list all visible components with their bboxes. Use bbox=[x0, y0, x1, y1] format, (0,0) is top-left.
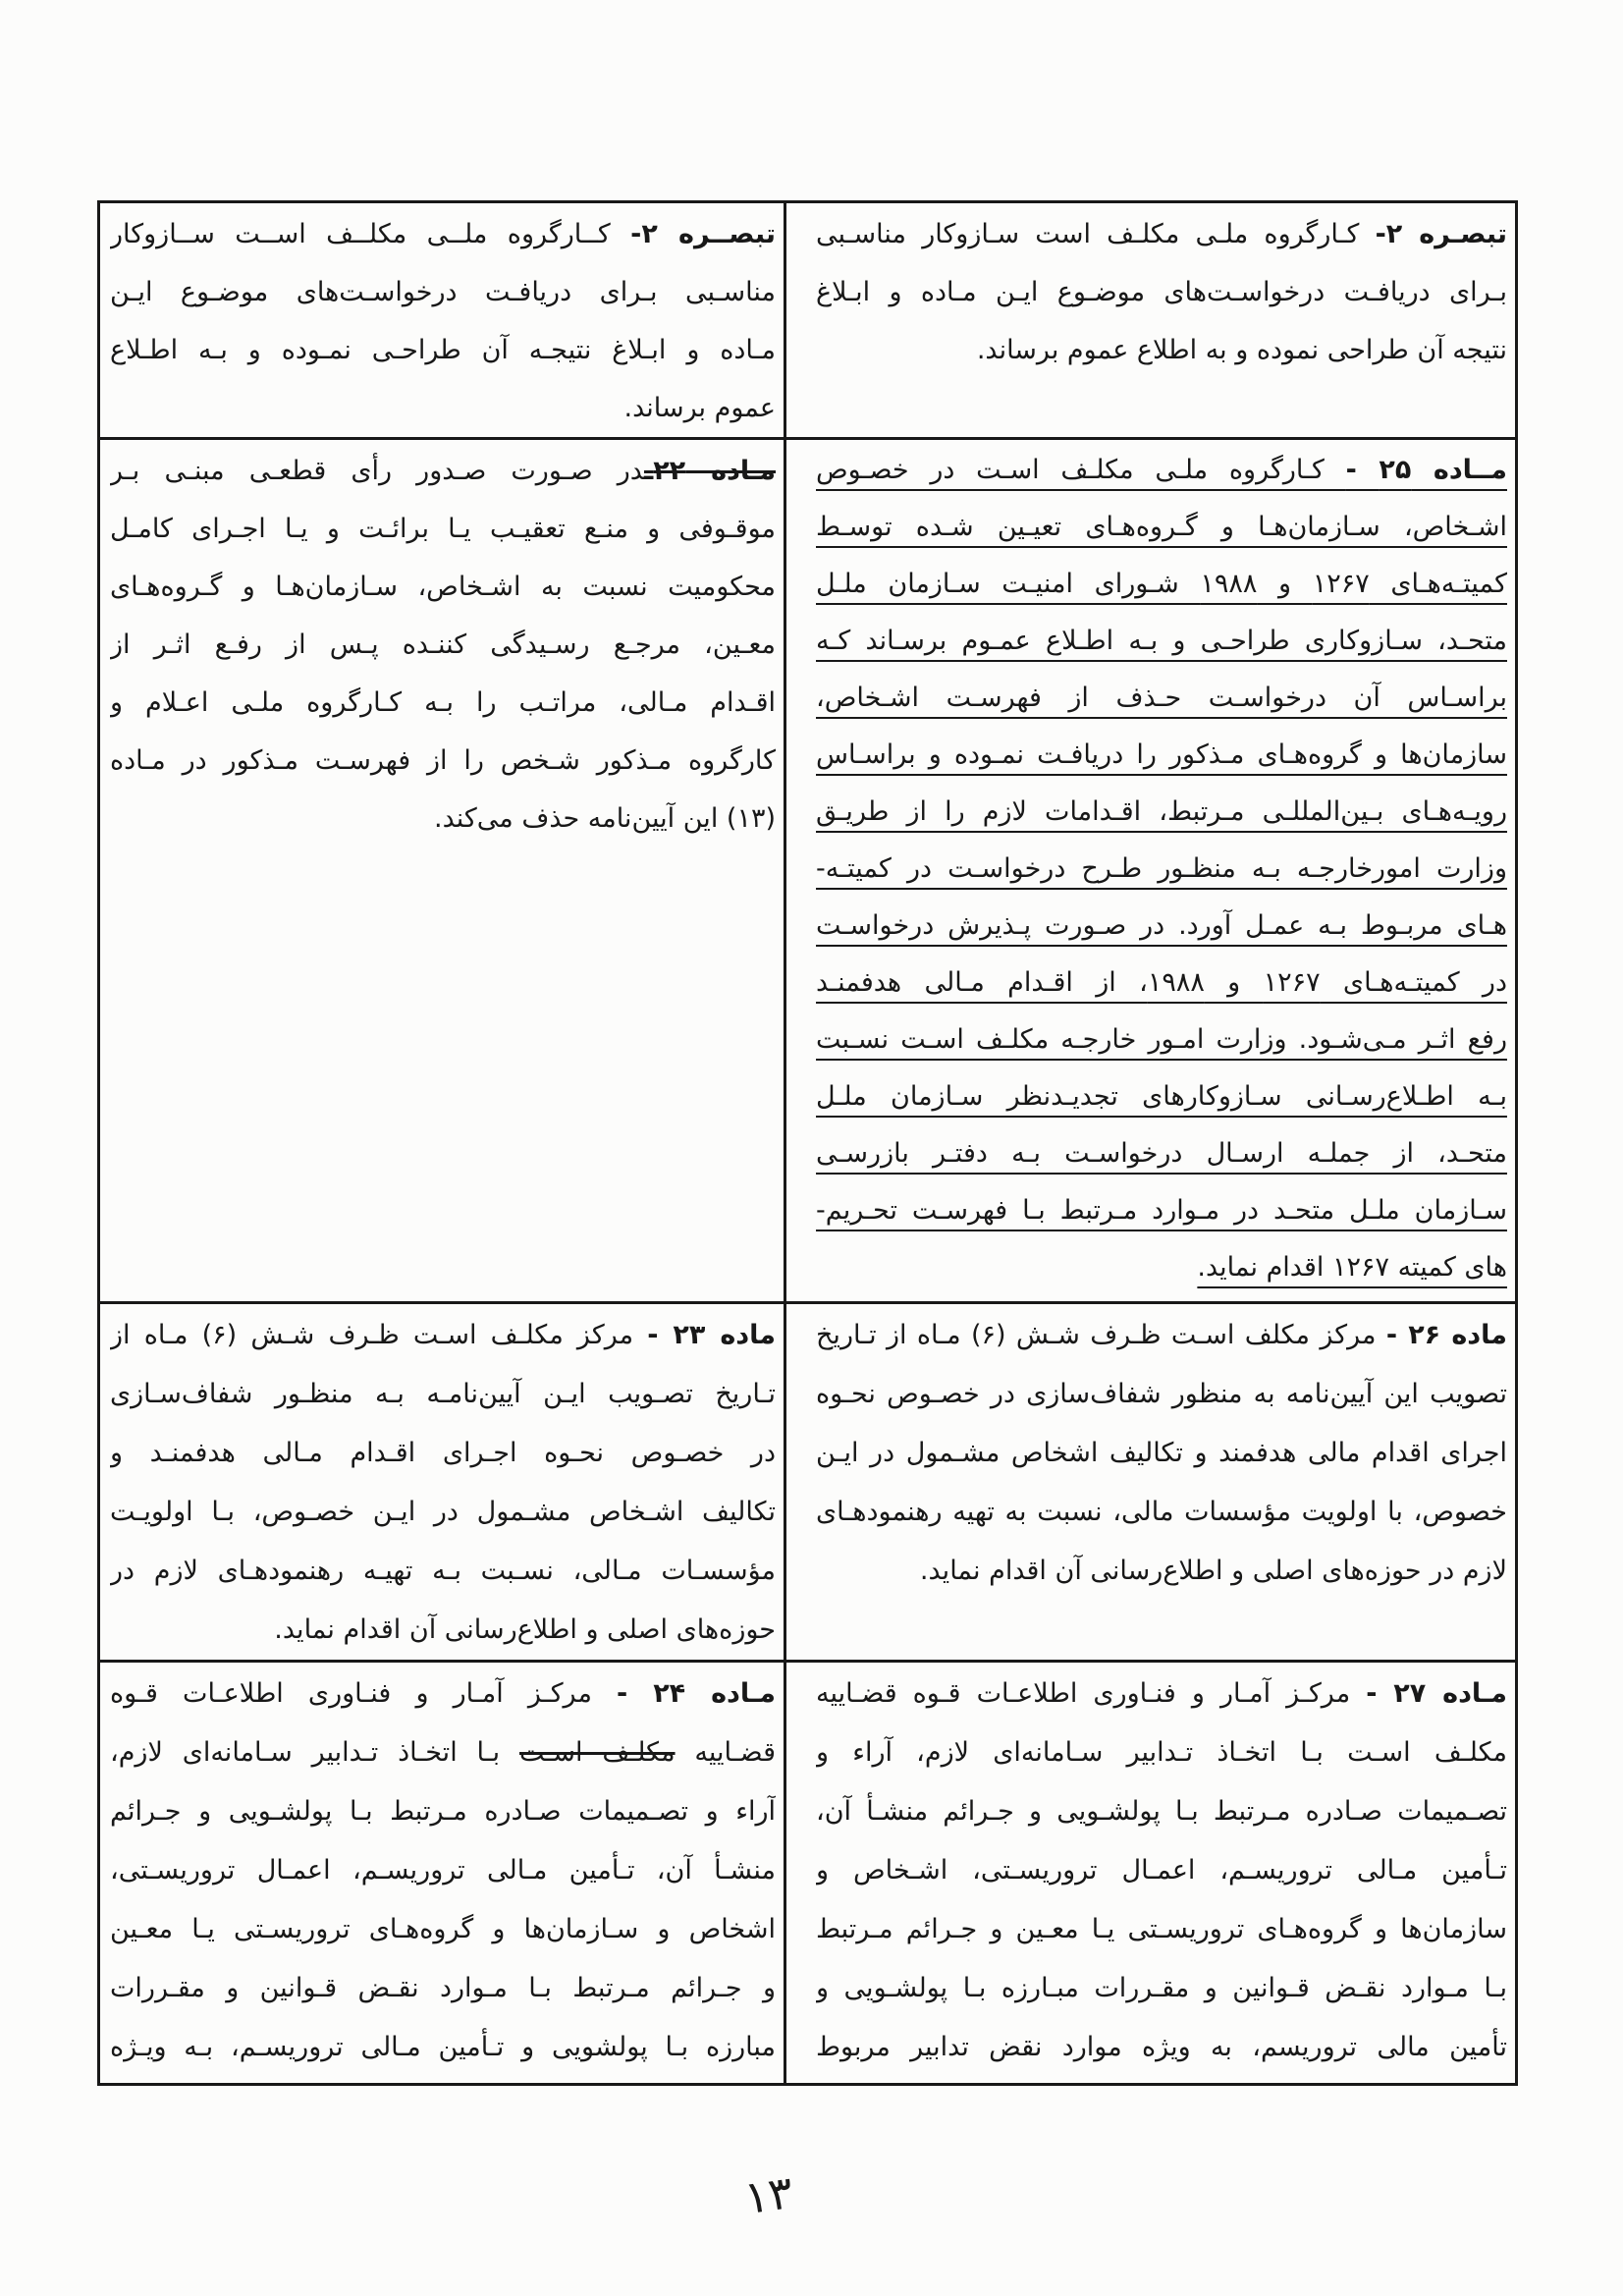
body-text: و جـرائم مـرتبط بـا مـوارد نقـض قـوانین و مقـررات bbox=[110, 1973, 776, 2003]
article-heading: ماده ۲۳ - bbox=[647, 1320, 776, 1350]
body-text: سـازمان ملـل متحـد در مـوارد مـرتبط بـا فهرسـت تحـریم- bbox=[816, 1195, 1507, 1226]
body-text: منشـأ آن، تـأمین مـالی تروریسـم، اعمـال تروریسـتی، bbox=[110, 1855, 776, 1886]
body-text: حوزه‌های اصلی و اطلاع‌رسانی آن اقدام نماید. bbox=[274, 1614, 776, 1645]
text-line bbox=[110, 379, 776, 437]
text-line bbox=[816, 442, 1507, 499]
text-line bbox=[816, 1182, 1507, 1239]
body-text: تأمین مالی تروریسم، به ویژه موارد نقض تدابیر مربوط bbox=[816, 2032, 1507, 2062]
text-line bbox=[110, 1365, 776, 1424]
cell-article-22-struck bbox=[100, 440, 784, 1304]
body-text: خصوص، با اولویت مؤسسات مالی، نسبت به تهیه رهنمودهـای bbox=[816, 1497, 1507, 1527]
text-line bbox=[110, 790, 776, 847]
body-text: های کمیته ۱۲۶۷ اقدام نماید. bbox=[1197, 1252, 1507, 1283]
text-line bbox=[816, 1782, 1507, 1841]
body-text: بـا مـوارد نقـض قـوانین و مقـررات مبـارزه بـا پولشـویی و bbox=[816, 1973, 1507, 2003]
text-line bbox=[110, 2018, 776, 2077]
cell-article-26 bbox=[784, 1304, 1515, 1663]
body-text: متحـد، از جملـه ارسـال درخواسـت بـه دفتـر بازرسـی bbox=[816, 1138, 1507, 1169]
text-line bbox=[816, 670, 1507, 727]
body-text: در صـورت صـدور رأی قطعـی مبنـی بـر bbox=[110, 456, 644, 486]
body-text: در خصـوص نحـوه اجـرای اقـدام مـالی هدفمنـد و bbox=[110, 1438, 776, 1468]
text-line bbox=[816, 499, 1507, 556]
text-line bbox=[110, 558, 776, 616]
body-text: براسـاس آن درخواسـت حـذف از فهرسـت اشـخاص، bbox=[816, 683, 1507, 713]
body-text: رفع اثـر مـی‌شـود. وزارت امـور خارجـه مکلـف اسـت نسـبت bbox=[816, 1024, 1507, 1055]
body-text: آراء و تصـمیمات صـادره مـرتبط بـا پولشـویی و جـرائم bbox=[110, 1796, 776, 1827]
text-line bbox=[816, 727, 1507, 784]
text-line bbox=[110, 1424, 776, 1483]
text-line bbox=[110, 321, 776, 379]
body-text: سازمان‌ها و گروه‌هـای مـذکور را دریافـت نمـوده و براسـاس bbox=[816, 739, 1507, 770]
body-text: لازم در حوزه‌های اصلی و اطلاع‌رسانی آن اقدام نماید. bbox=[919, 1556, 1507, 1586]
text-line bbox=[110, 1483, 776, 1542]
body-text: نتیجه آن طراحی نموده و به اطلاع عموم برساند. bbox=[976, 335, 1507, 365]
body-text: مبارزه بـا پولشویی و تـأمین مـالی تروریسـم، بـه ویـژه bbox=[110, 2032, 776, 2062]
text-line bbox=[816, 1424, 1507, 1483]
body-text: اجرای اقدام مالی هدفمند و تکالیف اشخاص مشـمول در ایـن bbox=[816, 1438, 1507, 1468]
body-text: مرکـز آمـار و فنـاوری اطلاعـات قـوه bbox=[110, 1678, 618, 1709]
text-line bbox=[816, 1306, 1507, 1365]
body-text: مناسـبی بـرای دریافـت درخواسـت‌های موضـوع ایـن bbox=[110, 277, 776, 307]
article-heading: مـاده ۲۷ - bbox=[1366, 1678, 1507, 1709]
text-line bbox=[816, 1841, 1507, 1900]
body-text: معـین، مرجـع رسـیدگی کننـده پـس از رفـع اثـر از bbox=[110, 629, 776, 660]
cell-article-24 bbox=[100, 1663, 784, 2083]
text-line bbox=[110, 500, 776, 558]
text-line bbox=[110, 1959, 776, 2018]
text-line bbox=[110, 1542, 776, 1601]
text-line bbox=[110, 616, 776, 674]
text-line bbox=[110, 1723, 776, 1782]
text-line bbox=[816, 1068, 1507, 1125]
body-text: مرکز مکلـف اسـت ظـرف شـش (۶) مـاه از bbox=[110, 1320, 648, 1350]
body-text: اشـخاص، سـازمان‌هـا و گـروه‌هـای تعیـین شـده توسـط bbox=[816, 512, 1507, 542]
body-text: تـاریخ تصـویب ایـن آیین‌نامـه بـه منظـور شفاف‌سـازی bbox=[110, 1379, 776, 1409]
body-text: تصویب این آیین‌نامه به منظور شفاف‌سازی در خصـوص نحـوه bbox=[816, 1379, 1507, 1409]
body-text: در کمیتـه‌هـای ۱۲۶۷ و ۱۹۸۸، از اقـدام مـالی هدفمنـد bbox=[816, 967, 1507, 998]
text-line bbox=[110, 1841, 776, 1900]
text-line bbox=[110, 1782, 776, 1841]
body-text: موقـوفی و منـع تعقیـب یـا برائـت و یـا اجـرای کامـل bbox=[110, 514, 776, 544]
body-text: کـارگروه ملـی مکلـف است سـازوکار مناسـبی bbox=[816, 219, 1376, 249]
text-line bbox=[816, 784, 1507, 841]
body-text: تـأمین مـالی تروریسـم، اعمـال تروریسـتی، اشـخاص و bbox=[816, 1855, 1507, 1886]
text-line bbox=[816, 2018, 1507, 2077]
body-text: قضـاییه bbox=[675, 1737, 776, 1768]
body-text: کارگروه مـذکور شـخص را از فهرسـت مـذکور در مـاده bbox=[110, 745, 776, 776]
text-line bbox=[816, 205, 1507, 263]
body-text: بـه اطـلاع‌رسـانی سـازوکارهای تجدیـدنظر سـازمان ملـل bbox=[816, 1081, 1507, 1112]
body-text: اقـدام مـالی، مراتـب را بـه کـارگروه ملـی اعـلام و bbox=[110, 687, 776, 718]
body-text: اشخاص و سـازمان‌ها و گروه‌هـای تروریسـتی یـا معـین bbox=[110, 1914, 776, 1944]
text-line bbox=[816, 1483, 1507, 1542]
text-line bbox=[816, 1665, 1507, 1723]
body-text: مـاده و ابـلاغ نتیجـه آن طراحـی نمـوده و بـه اطـلاع bbox=[110, 335, 776, 365]
article-heading: تبصـره ۲- bbox=[1375, 219, 1507, 249]
text-line bbox=[816, 1125, 1507, 1182]
text-line bbox=[816, 1011, 1507, 1068]
body-text: کـارگروه ملـی مکلـف اسـت در خصـوص bbox=[816, 455, 1346, 485]
page-number: ۱۳ bbox=[740, 2164, 796, 2225]
cell-note-2-right bbox=[784, 203, 1515, 440]
text-line bbox=[110, 442, 776, 500]
rulings-table bbox=[97, 200, 1518, 2086]
text-line bbox=[816, 955, 1507, 1011]
body-text: وزارت امورخارجـه بـه منظـور طـرح درخواسـت در کمیتـه- bbox=[816, 853, 1507, 884]
body-text: رویـه‌هـای بـین‌المللـی مـرتبط، اقـدامات لازم را از طریـق bbox=[816, 796, 1507, 827]
body-text: متحـد، سـازوکاری طراحـی و بـه اطـلاع عمـوم برسـاند کـه bbox=[816, 626, 1507, 656]
article-heading: مــاده ۲۵ - bbox=[1345, 455, 1507, 485]
cell-note-2-left bbox=[100, 203, 784, 440]
text-line bbox=[816, 1365, 1507, 1424]
body-text: هـای مربـوط بـه عمـل آورد. در صـورت پـذیرش درخواسـت bbox=[816, 910, 1507, 941]
body-text: کمیتـه‌هـای ۱۲۶۷ و ۱۹۸۸ شـورای امنیـت سـازمان ملـل bbox=[816, 569, 1507, 599]
article-heading: تبصــره ۲- bbox=[630, 219, 776, 249]
text-line bbox=[816, 613, 1507, 670]
text-line bbox=[816, 841, 1507, 898]
body-text: (۱۳) این آیین‌نامه حذف می‌کند. bbox=[434, 803, 776, 834]
text-line bbox=[816, 556, 1507, 613]
body-text: محکومیت نسبت به اشـخاص، سـازمان‌هـا و گـروه‌هـای bbox=[110, 572, 776, 602]
text-line bbox=[816, 1959, 1507, 2018]
text-line bbox=[110, 263, 776, 321]
text-line bbox=[110, 732, 776, 790]
body-text: عموم برساند. bbox=[623, 393, 776, 423]
cell-article-27 bbox=[784, 1663, 1515, 2083]
text-line bbox=[816, 1239, 1507, 1296]
text-line bbox=[816, 1723, 1507, 1782]
text-line bbox=[110, 1601, 776, 1660]
text-line bbox=[816, 1900, 1507, 1959]
body-text: مؤسسـات مـالی، نسـبت بـه تهیـه رهنمودهـای لازم در bbox=[110, 1556, 776, 1586]
body-text: تکالیف اشـخاص مشـمول در ایـن خصـوص، بـا اولویـت bbox=[110, 1497, 776, 1527]
article-heading: مـاده ۲۴ - bbox=[617, 1678, 776, 1709]
body-text: بـا اتخـاذ تـدابیر سـامانه‌ای لازم، bbox=[110, 1737, 519, 1768]
article-heading: ماده ۲۶ - bbox=[1385, 1320, 1507, 1350]
text-line bbox=[110, 1306, 776, 1365]
text-line bbox=[110, 674, 776, 732]
body-text: بـرای دریافـت درخواسـت‌های موضـوع ایـن مـاده و ابـلاغ bbox=[816, 277, 1507, 307]
text-line bbox=[110, 205, 776, 263]
body-text: مرکـز آمـار و فنـاوری اطلاعـات قـوه قضـاییه bbox=[816, 1678, 1367, 1709]
body-text: مکلـف اسـت بـا اتخـاذ تـدابیر سـامانه‌ای لازم، آراء و bbox=[816, 1737, 1507, 1768]
body-text: مرکز مکلف اسـت ظـرف شـش (۶) مـاه از تـاریخ bbox=[816, 1320, 1386, 1350]
body-text: تصـمیمات صـادره مـرتبط بـا پولشـویی و جـرائم منشـأ آن، bbox=[816, 1796, 1507, 1827]
cell-article-25 bbox=[784, 440, 1515, 1304]
struck-text: مـاده ۲۲ـ bbox=[643, 456, 776, 486]
body-text: سازمان‌ها و گروه‌هـای تروریسـتی یـا معـین و جـرائم مـرتبط bbox=[816, 1914, 1507, 1944]
body-text: کــارگروه ملــی مکلــف اســت ســازوکار bbox=[110, 219, 631, 249]
struck-text: مکلـف اسـت bbox=[519, 1737, 676, 1768]
text-line bbox=[816, 321, 1507, 379]
text-line bbox=[110, 1900, 776, 1959]
text-line bbox=[816, 263, 1507, 321]
text-line bbox=[816, 898, 1507, 955]
text-line bbox=[110, 1665, 776, 1723]
text-line bbox=[816, 1542, 1507, 1601]
cell-article-23 bbox=[100, 1304, 784, 1663]
